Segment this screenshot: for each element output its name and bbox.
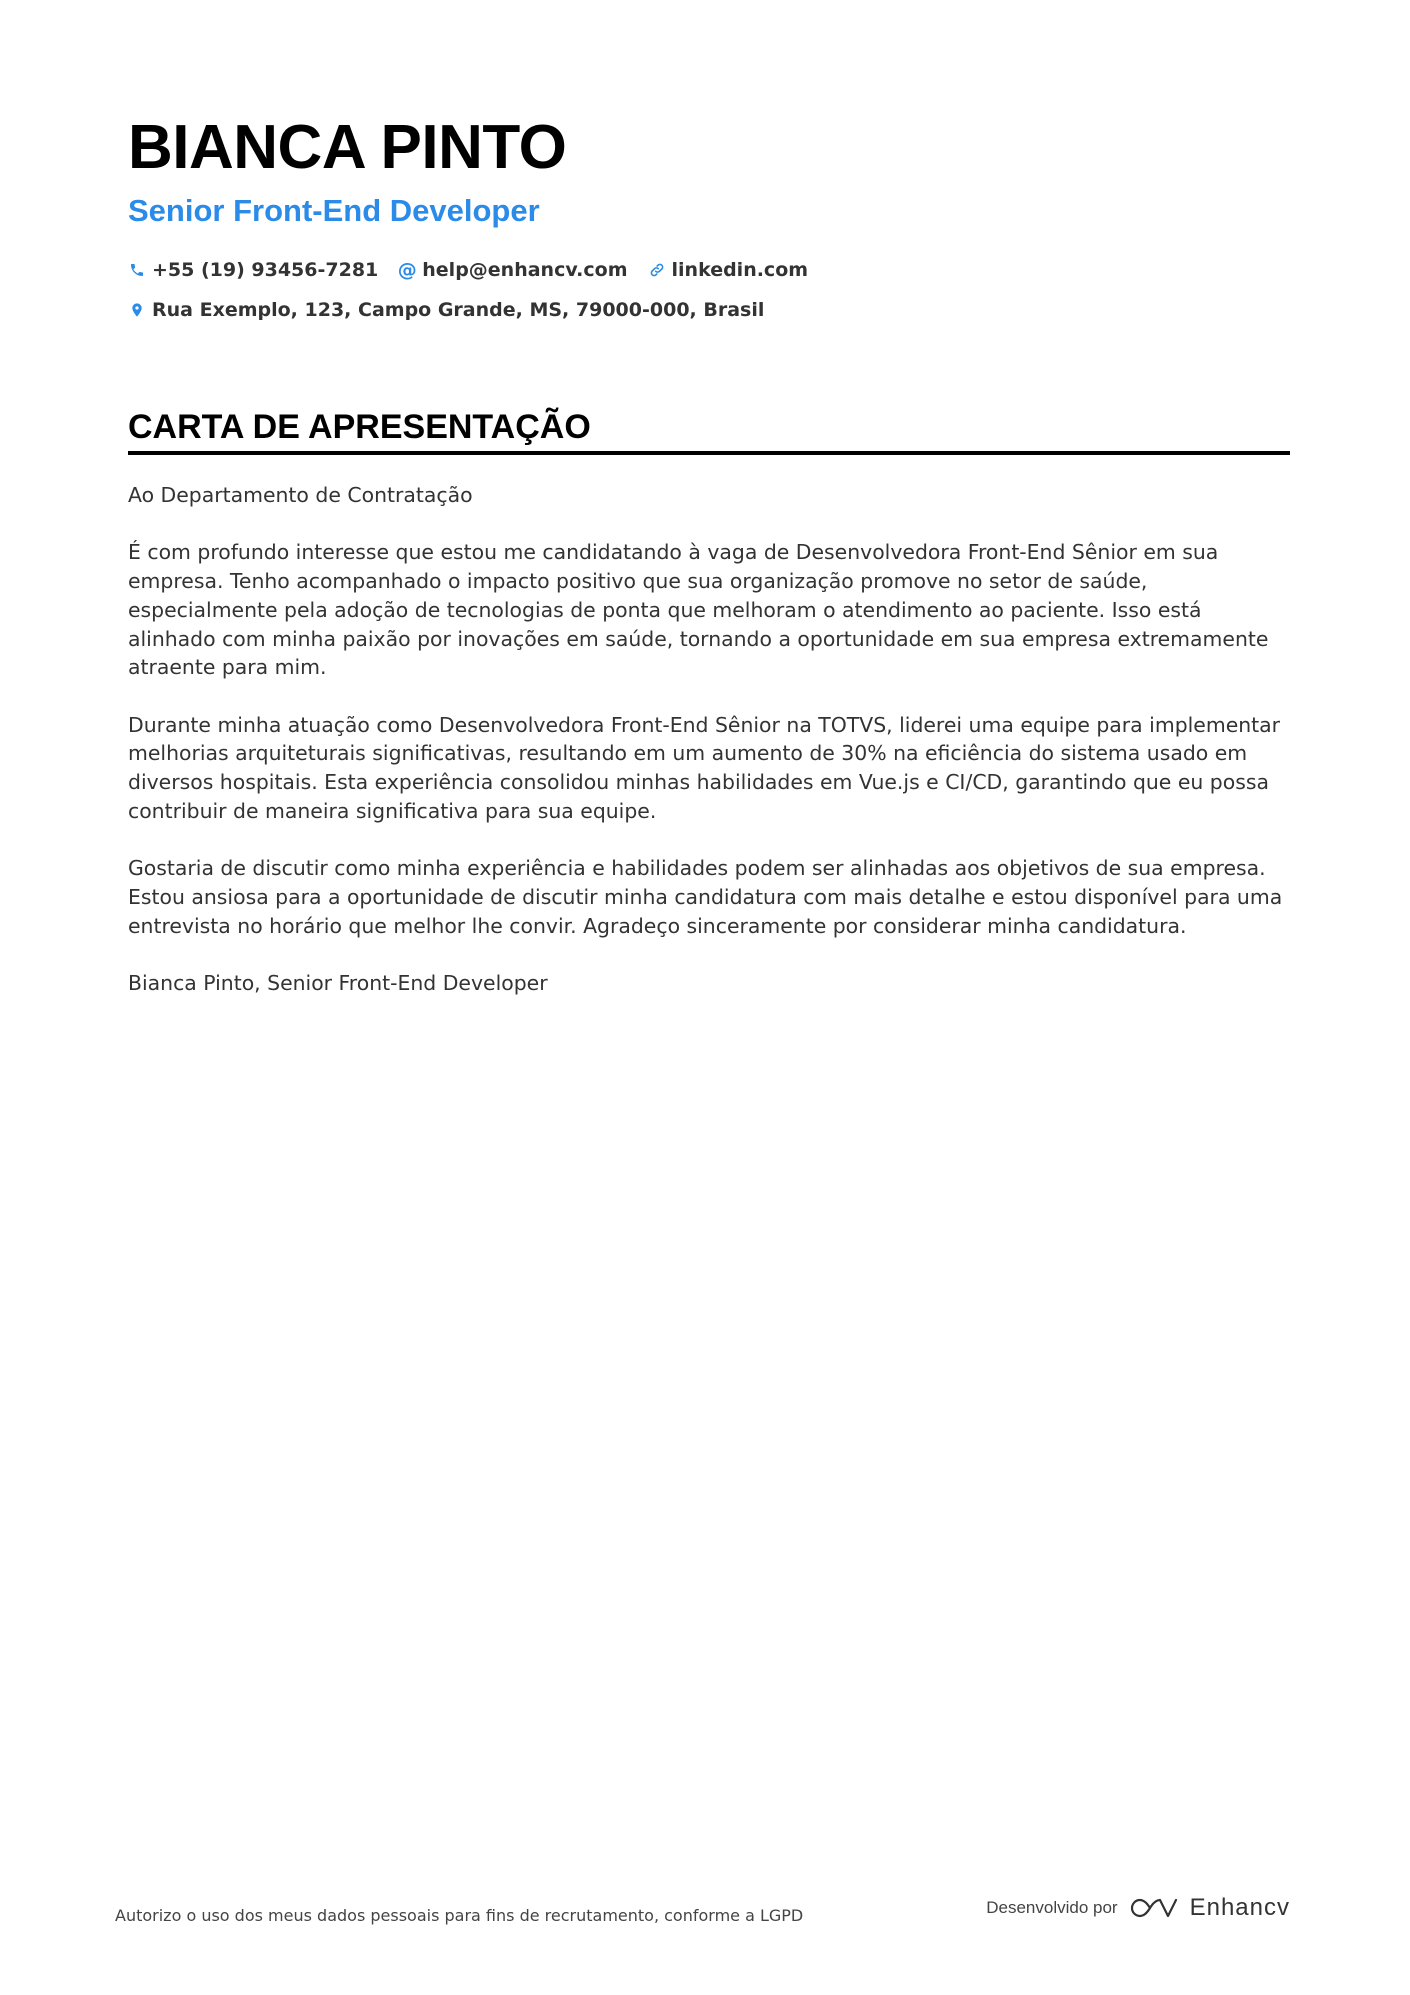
consent-text: Autorizo o uso dos meus dados pessoais para fins de recrutamento, conforme a LGPD — [115, 1905, 804, 1925]
contact-website — [648, 259, 809, 281]
letter-paragraph-1: É com profundo interesse que estou me candidatando à vaga de Desenvolvedora Front-End Sênior em sua empresa. Tenho acompanhado o impacto positivo que sua organização promove no setor de saúde, especialmente pela adoção de tecnologias de ponta que melhoram o atendimento ao paciente. Isso está alinhado com minha paixão por inovações em saúde, tornando a oportunidade em sua empresa extremamente atraente para mim. — [128, 540, 1269, 680]
letter-signature: Bianca Pinto, Senior Front-End Developer — [128, 970, 548, 995]
letter-paragraph-3: Gostaria de discutir como minha experiência e habilidades podem ser alinhadas aos objetivos de sua empresa. Estou ansiosa para a oportunidade de discutir minha candidatura com mais detalhe e estou disponível para uma entrevista no horário que melhor lhe convir. Agradeço sinceramente por considerar minha candidatura. — [128, 856, 1283, 938]
powered-by — [986, 1894, 1290, 1922]
letter-salutation: Ao Departamento de Contratação — [128, 483, 473, 507]
at-icon: @ — [397, 259, 417, 281]
section-title: CARTA DE APRESENTAÇÃO — [128, 405, 1290, 455]
candidate-role: Senior Front-End Developer — [128, 193, 540, 228]
phone-icon — [128, 261, 146, 279]
address-text: Rua Exemplo, 123, Campo Grande, MS, 79000-000, Brasil — [152, 299, 765, 321]
enhancv-logo-icon — [1130, 1895, 1178, 1921]
cover-letter-section — [128, 405, 1290, 998]
contact-phone — [128, 259, 378, 281]
candidate-name: BIANCA PINTO — [128, 113, 567, 182]
letter-paragraph-2: Durante minha atuação como Desenvolvedora Front-End Sênior na TOTVS, liderei uma equipe para implementar melhorias arquiteturais significativas, resultando em um aumento de 30% na eficiência do sistema usado em diversos hospitais. Esta experiência consolidou minhas habilidades em Vue.js e CI/CD, garantindo que eu possa contribuir de maneira significativa para sua equipe. — [128, 712, 1281, 823]
powered-by-label: Desenvolvido por — [986, 1898, 1118, 1917]
header — [128, 112, 1290, 330]
brand[interactable] — [1130, 1894, 1290, 1922]
contact-address — [128, 299, 764, 321]
letter-body — [128, 481, 1290, 998]
contact-row-secondary — [128, 290, 1290, 330]
website-text[interactable]: linkedin.com — [671, 259, 809, 281]
footer — [115, 1888, 1290, 1928]
contact-email — [398, 259, 627, 281]
phone-text: +55 (19) 93456-7281 — [152, 259, 379, 281]
contact-row-primary — [128, 250, 1290, 290]
email-text[interactable]: help@enhancv.com — [422, 259, 628, 281]
link-icon — [648, 261, 666, 279]
brand-name: Enhancv — [1189, 1894, 1290, 1921]
location-pin-icon — [128, 301, 146, 319]
contact-info — [128, 250, 1290, 330]
